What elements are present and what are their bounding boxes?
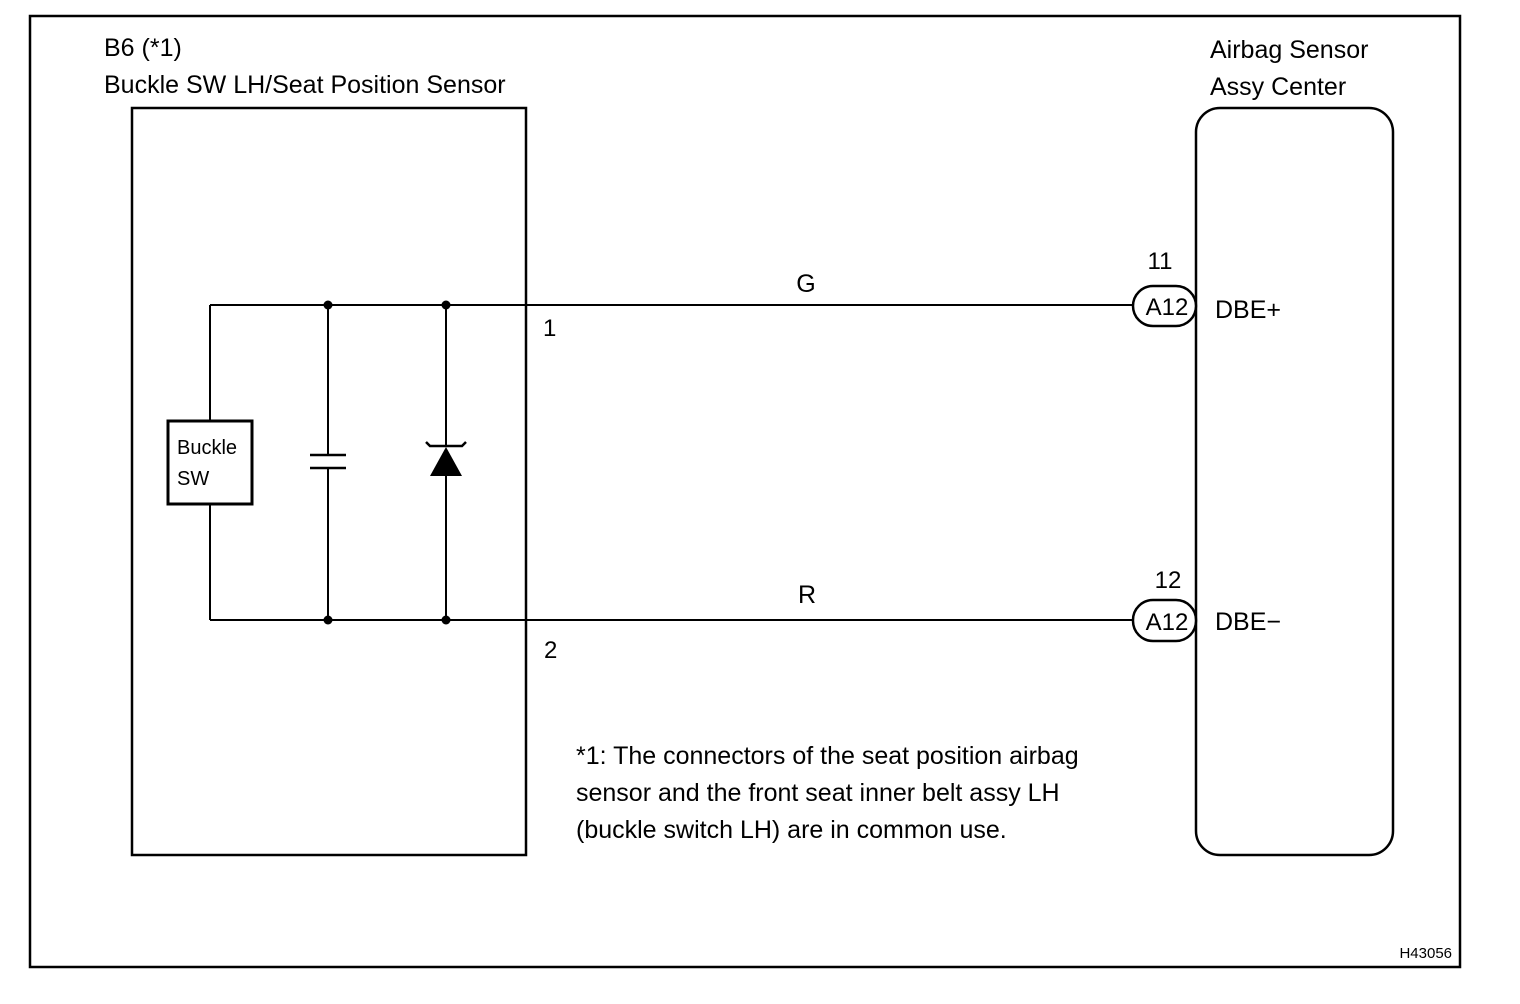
wire-color-r: R <box>797 581 817 609</box>
connector-pin-11: 11 <box>1147 248 1173 275</box>
sensor-name: Buckle SW LH/Seat Position Sensor <box>104 71 506 99</box>
junction-dot <box>442 301 451 310</box>
connector-a12-bottom-label: A12 <box>1145 609 1189 636</box>
buckle-switch-label-line1: Buckle <box>177 437 238 459</box>
signal-dbe-minus: DBE− <box>1215 608 1282 636</box>
capacitor-icon <box>310 305 346 620</box>
connector-pin-12: 12 <box>1154 567 1182 594</box>
connector-a12-top-label: A12 <box>1145 294 1189 321</box>
junction-dot <box>442 616 451 625</box>
signal-dbe-plus: DBE+ <box>1215 296 1282 324</box>
zener-diode-icon <box>426 305 466 620</box>
airbag-unit-box <box>1196 108 1393 855</box>
airbag-unit-name-line2: Assy Center <box>1210 73 1347 101</box>
note-line-3: (buckle switch LH) are in common use. <box>576 816 1007 844</box>
junction-dot <box>324 616 333 625</box>
wire-color-g: G <box>796 270 816 298</box>
sensor-pin-2: 2 <box>544 637 558 664</box>
note-line-1: *1: The connectors of the seat position airbag <box>576 742 1079 770</box>
sensor-pin-1: 1 <box>543 315 557 342</box>
figure-id: H43056 <box>1399 945 1452 962</box>
sensor-connector-id: B6 (*1) <box>104 34 182 62</box>
note-line-2: sensor and the front seat inner belt assy LH <box>576 779 1060 807</box>
junction-dot <box>324 301 333 310</box>
buckle-switch-label-line2: SW <box>177 468 210 490</box>
buckle-switch <box>168 421 252 504</box>
airbag-unit-name-line1: Airbag Sensor <box>1210 36 1369 64</box>
